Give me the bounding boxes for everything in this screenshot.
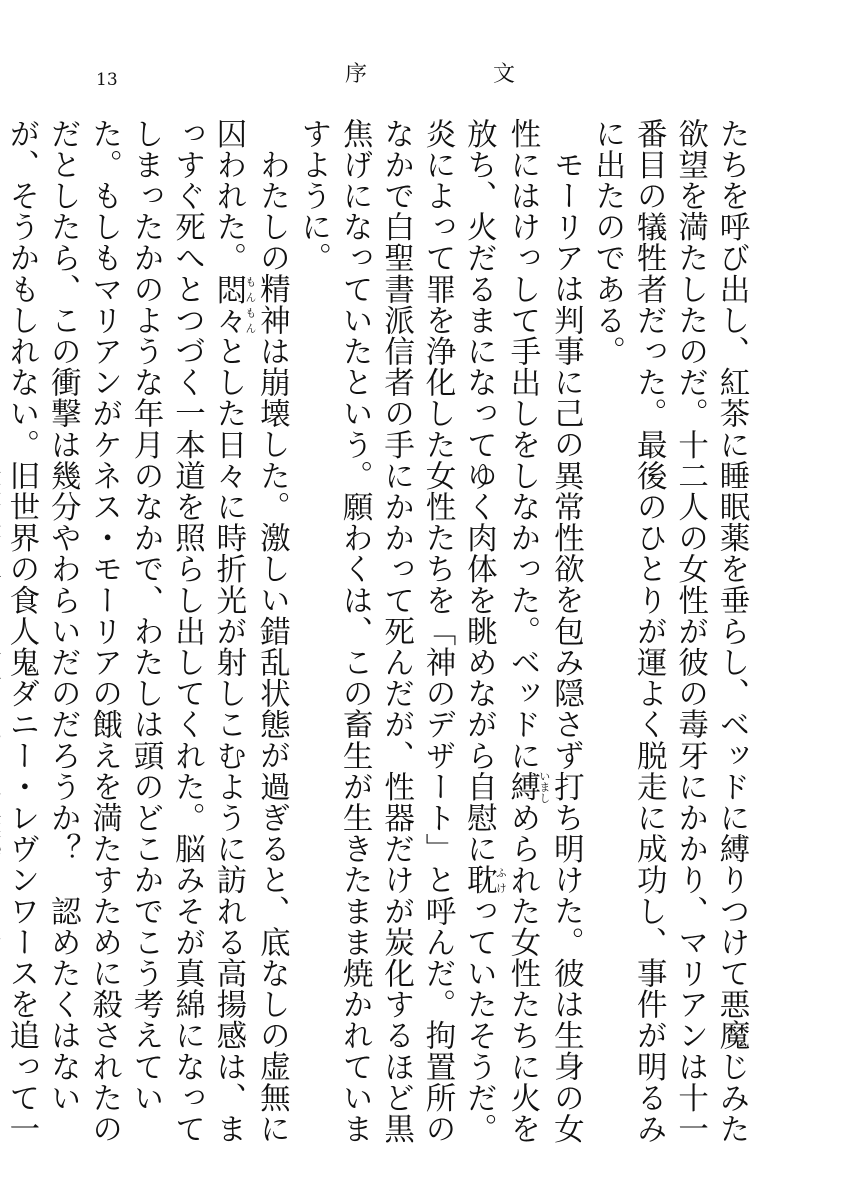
text-run: っていたそうだ。炎によって罪を浄化した女性たちを「神のデザート」と呼んだ。拘置所のなかで白聖書派信者の手にかかって死んだが、性器だけが炭化するほど黒焦げになっていたという。願わくは、この畜生が生きたまま焼かれていますように。 bbox=[295, 118, 497, 1145]
ruby-base: 耽 bbox=[461, 864, 497, 896]
ruby-reading: もんもん bbox=[243, 273, 257, 336]
ruby-word bbox=[210, 273, 257, 336]
page-number: 13 bbox=[96, 70, 118, 90]
text-run: モーリアは判事に己の異常性欲を包み隠さず打ち明けた。彼は生身の女性にはけっして手出しをしなかった。ベッドに bbox=[504, 118, 584, 1144]
paragraph bbox=[586, 118, 752, 1150]
running-head bbox=[345, 62, 515, 88]
paragraph bbox=[292, 118, 586, 1150]
ruby-base: 悶々 bbox=[210, 273, 246, 336]
running-head-char: 序 bbox=[345, 62, 368, 87]
ruby-base: 縛 bbox=[504, 770, 540, 804]
ruby-word bbox=[461, 864, 508, 896]
text-run: たちを呼び出し、紅茶に睡眠薬を垂らし、ベッドに縛りつけて悪魔じみた欲望を満たしたのだ。十二人の女性が彼の毒牙にかかり、マリアンは十一番目の犠牲者だった。最後のひとりが運よく脱走に成功し、事件が明るみに出たのである。 bbox=[589, 118, 749, 1145]
running-head-char: 文 bbox=[492, 62, 515, 87]
text-run: わたしの精神は崩壊した。激しい錯乱状態が過ぎると、底なしの虚無に囚われた。 bbox=[210, 118, 290, 1144]
paragraph bbox=[0, 118, 292, 1150]
text-run: とした日々に時折光が射しこむように訪れる高揚感は、まっすぐ死へとつづく一本道を照らし出してくれた。脳みそが真綿になってしまったかのような年月のなかで、わたしは頭のどこかでこう考えていた。もしもマリアンがケネス・モーリアの餓えを満たすために殺されたのだとしたら、この衝撃は幾分やわらいだのだろうか？ 認めたくはないが、そうかもしれない。旧世界の食人鬼ダニー・レヴンワースを追って一 bbox=[3, 118, 246, 1145]
ruby-reading: ふけ bbox=[494, 864, 508, 896]
body-text bbox=[3, 118, 752, 1150]
text-run: められた女性たちに火を放ち、火だるまになってゆく肉体を眺めながら自慰に bbox=[461, 118, 540, 1145]
ruby-reading: いまし bbox=[537, 770, 551, 804]
ruby-word bbox=[504, 770, 551, 804]
